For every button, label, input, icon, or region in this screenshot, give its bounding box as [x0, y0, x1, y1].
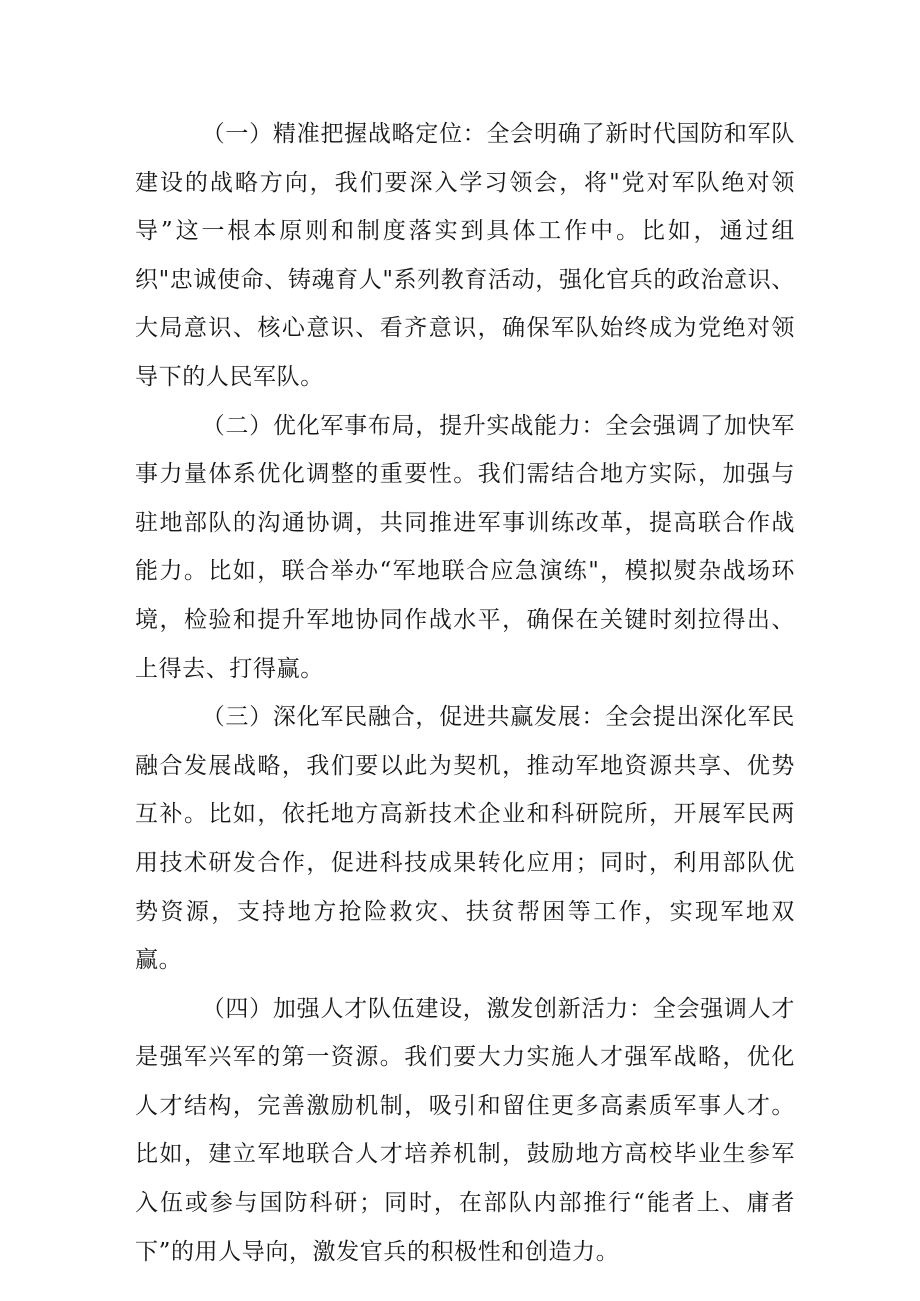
document-body: [135, 110, 795, 1276]
paragraph-3: （三）深化军民融合，促进共赢发展：全会提出深化军民融合发展战略，我们要以此为契机，推动军地资源共享、优势互补。比如，依托地方高新技术企业和科研院所，开展军民两用技术研发合作，促进科技成果转化应用；同时，利用部队优势资源，支持地方抢险救灾、扶贫帮困等工作，实现军地双赢。: [135, 704, 795, 974]
paragraph-1: （一）精准把握战略定位：全会明确了新时代国防和军队建设的战略方向，我们要深入学习领会，将"党对军队绝对领导”这一根本原则和制度落实到具体工作中。比如，通过组织"忠诚使命、铸魂育人"系列教育活动，强化官兵的政治意识、大局意识、核心意识、看齐意识，确保军队始终成为党绝对领导下的人民军队。: [135, 121, 795, 390]
paragraph-2: （二）优化军事布局，提升实战能力：全会强调了加快军事力量体系优化调整的重要性。我们需结合地方实际，加强与驻地部队的沟通协调，共同推进军事训练改革，提高联合作战能力。比如，联合举办“军地联合应急演练"，模拟熨杂战场环境，检验和提升军地协同作战水平，确保在关键时刻拉得出、上得去、打得赢。: [135, 412, 795, 682]
paragraph-4: （四）加强人才队伍建设，激发创新活力：全会强调人才是强军兴军的第一资源。我们要大力实施人才强军战略，优化人才结构，完善激励机制，吸引和留住更多高素质军事人才。比如，建立军地联合人才培养机制，鼓励地方高校毕业生参军入伍或参与国防科研；同时，在部队内部推行“能者上、庸者下”的用人导向，激发官兵的积极性和创造力。: [135, 995, 795, 1265]
